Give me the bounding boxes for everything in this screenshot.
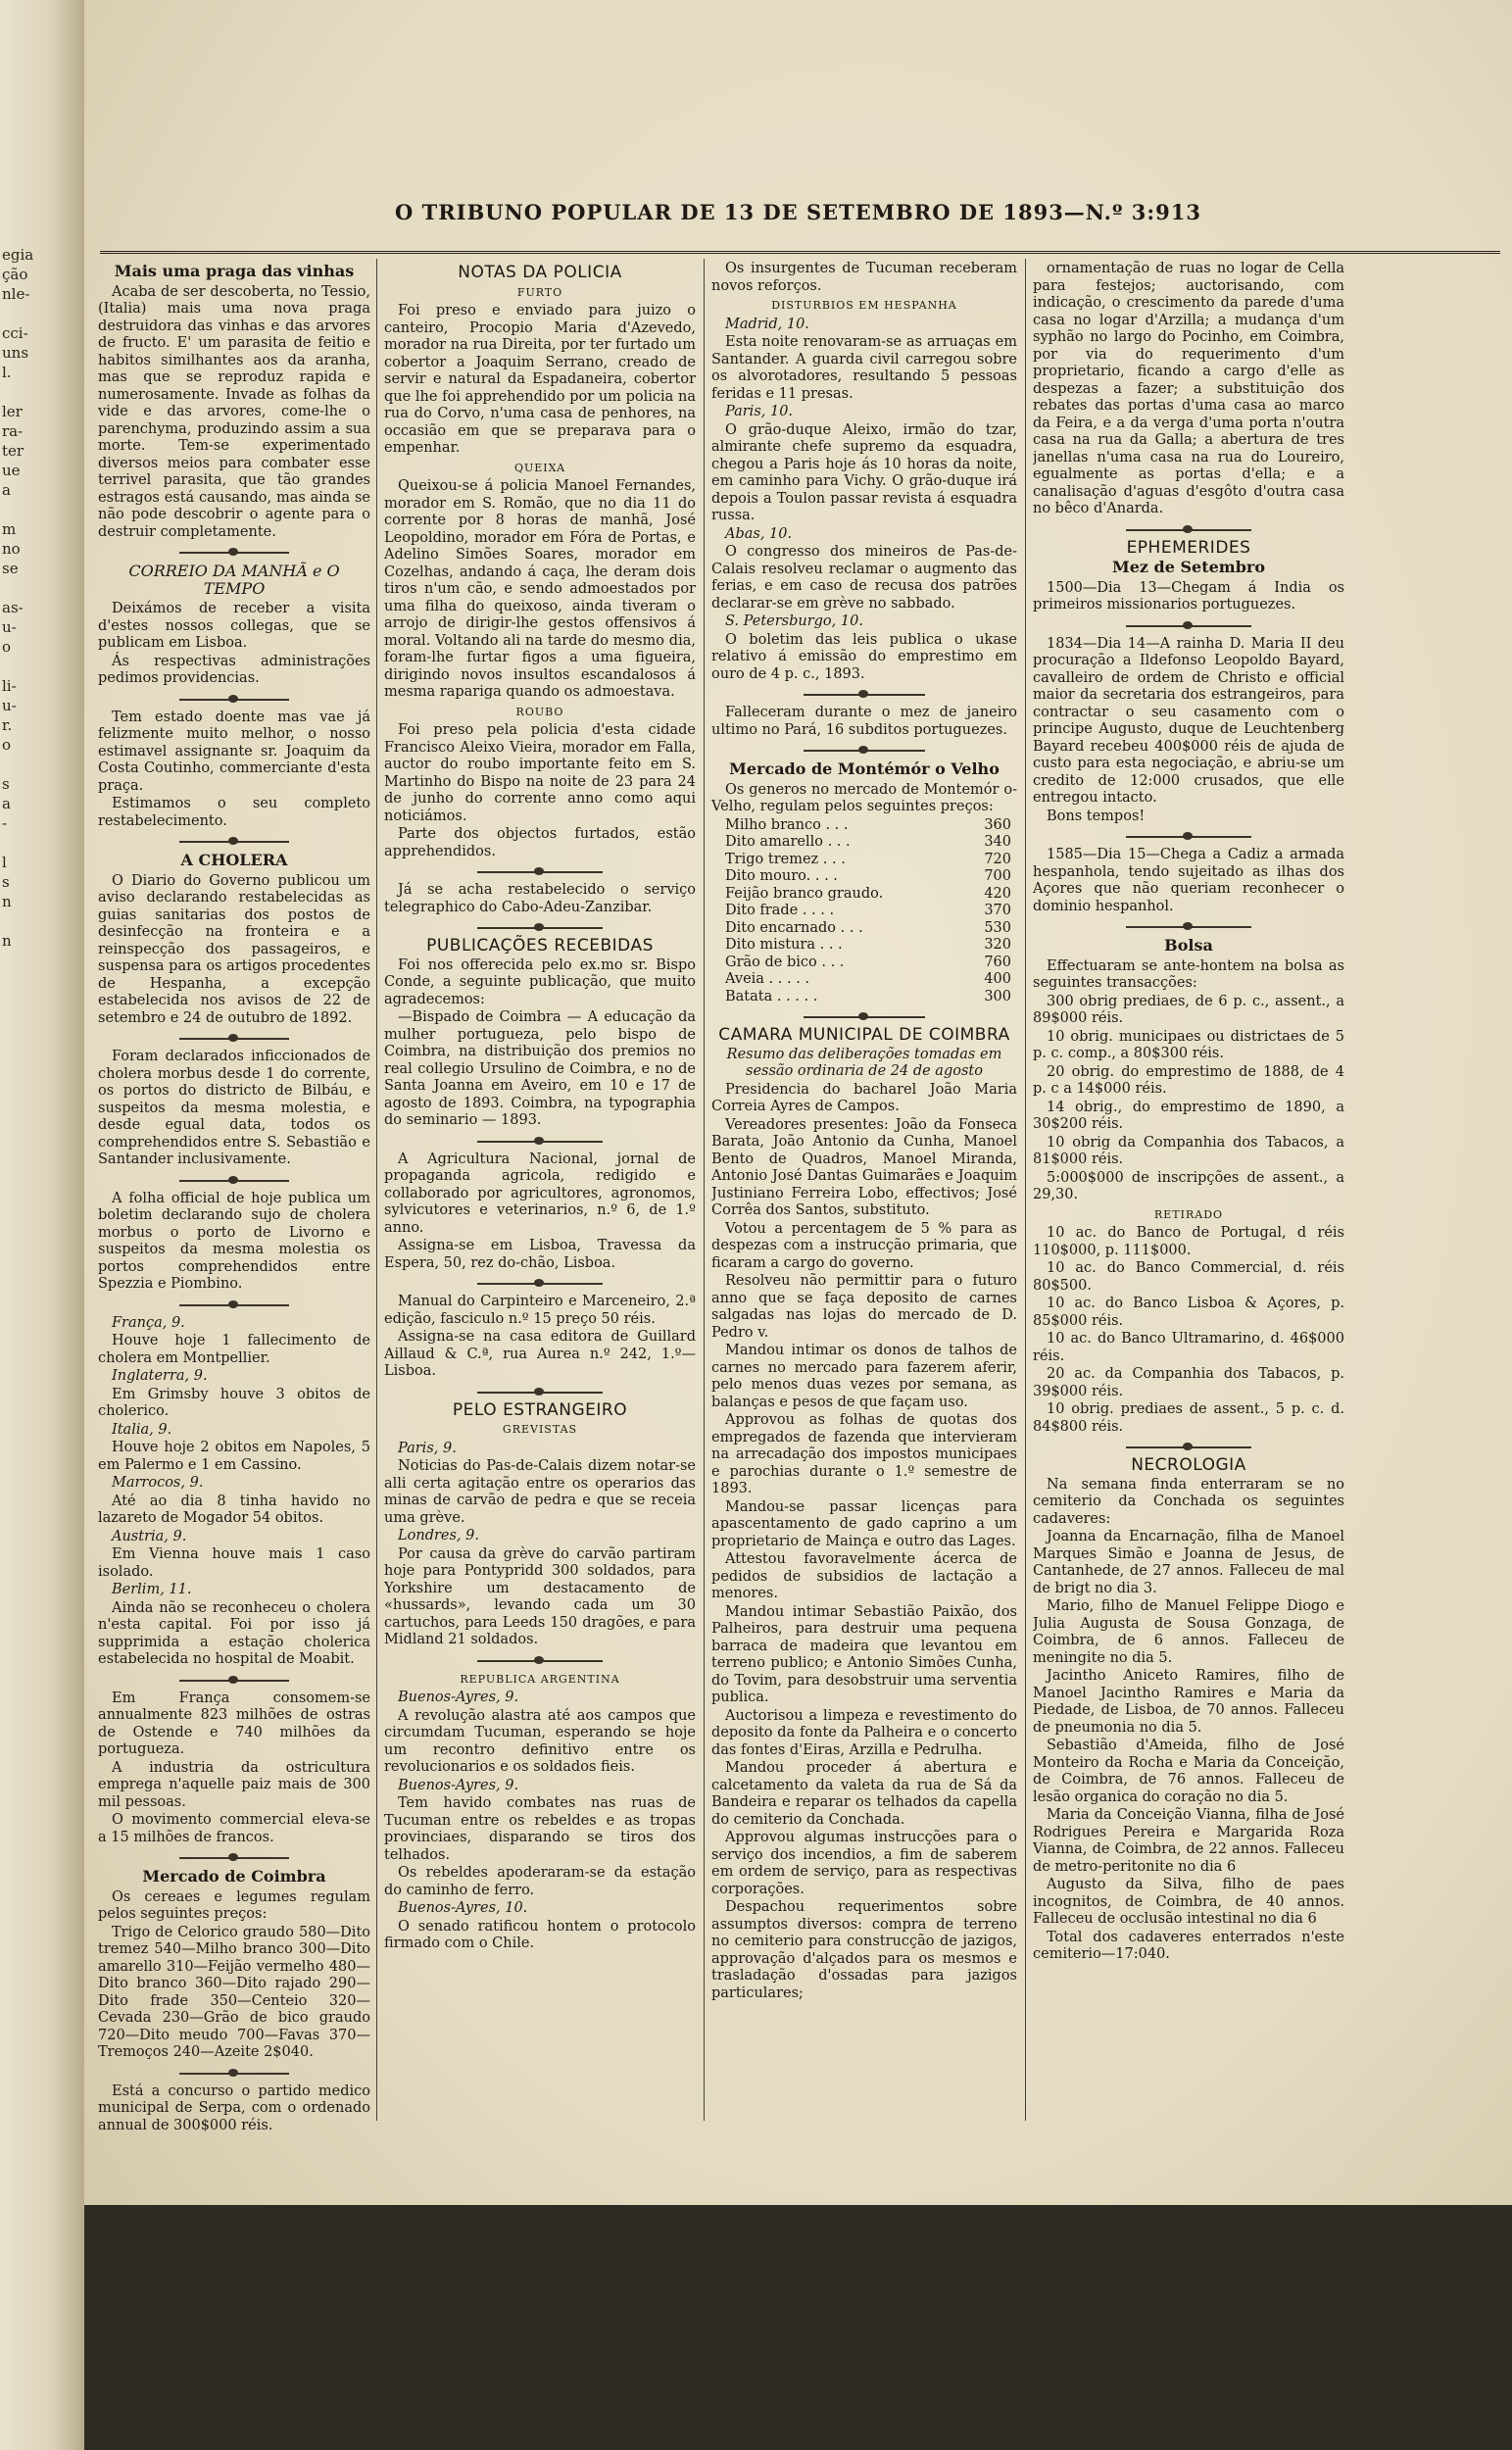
price-value: 530 [984, 919, 1011, 936]
dateline: Buenos-Ayres, 10. [398, 1900, 528, 1916]
price-value: 700 [984, 868, 1011, 884]
section-heading: Mais uma praga das vinhas [114, 262, 355, 280]
ornament-separator [98, 2068, 370, 2078]
price-row [711, 920, 1017, 938]
paragraph: Foi preso e enviado para juizo o canteiro, Procopio Maria d'Azevedo, morador na rua Direita, por ter furtado um cobertor a Joaquim Serrano, creado de servir e natural da Espadaneira, cobertor que lhe foi apprehendido por um policia na rua do Corvo, n'uma casa de penhores, na occasião em que se preparava para o empenhar. [384, 303, 696, 456]
dateline: S. Petersburgo, 10. [725, 613, 863, 629]
paragraph: Estimamos o seu completo restabelecimento. [98, 796, 370, 829]
paragraph: Joanna da Encarnação, filha de Manoel Marques Simão e Joanna de Jesus, de Cantanhede, de 27 annos. Falleceu de mal de brigt no dia 3. [1033, 1529, 1344, 1596]
column-2 [384, 261, 696, 2162]
subheading: RETIRADO [1153, 1207, 1224, 1221]
spine-text-line: ue [2, 462, 21, 479]
ornament-separator [98, 1675, 370, 1685]
dateline: Madrid, 10. [725, 316, 809, 332]
spine-text-line: as- [2, 599, 24, 616]
ornament-separator [98, 1175, 370, 1185]
paragraph: Em Vienna houve mais 1 caso isolado. [98, 1546, 370, 1580]
paragraph: 10 obrig da Companhia dos Tabacos, a 81$000 réis. [1033, 1134, 1344, 1167]
paragraph: 5:000$000 de inscripções de assent., a 29,30. [1033, 1169, 1344, 1202]
dateline: Paris, 10. [725, 404, 794, 419]
paragraph: A revolução alastra até aos campos que circumdam Tucuman, esperando se hoje um recontro definitivo entre os revolucionarios e os soldados fieis. [384, 1707, 696, 1775]
ornament-separator [98, 1852, 370, 1862]
dateline: França, 9. [112, 1314, 185, 1331]
spine-text-line [0, 911, 84, 931]
subheading: ROUBO [515, 705, 564, 718]
dateline: Paris, 9. [398, 1440, 457, 1456]
paragraph: Sebastião d'Ameida, filho de José Monteiro da Rocha e Maria da Conceição, de Coimbra, de 76 annos. Falleceu de lesão organica do coração no dia 5. [1033, 1738, 1344, 1805]
paragraph: O boletim das leis publica o ukase relativo á emissão do emprestimo em ouro de 4 p. c., 1893. [711, 631, 1017, 682]
paragraph: Até ao dia 8 tinha havido no lazareto de Mogador 54 obitos. [98, 1493, 370, 1526]
paragraph: Mandou-se passar licenças para apascentamento de gado caprino a um proprietario de Mainça e outro das Lages. [711, 1498, 1017, 1549]
spine-text-line: o [2, 736, 12, 754]
section-heading: CORREIO DA MANHÃ e O TEMPO [128, 562, 340, 598]
ornament-separator [384, 1387, 696, 1396]
paragraph: Vereadores presentes: João da Fonseca Barata, João Antonio da Cunha, Manoel Bento de Quadros, Manoel Miranda, Antonio José Dantas Guimarães e Joaquim Justiniano Ferreira Lobo, effectivos; José Corrêa dos Santos, substituto. [711, 1116, 1017, 1218]
price-row [711, 937, 1017, 955]
price-row [711, 852, 1017, 869]
paragraph: Houve hoje 1 fallecimento de cholera em Montpellier. [98, 1333, 370, 1366]
paragraph: A industria da ostricultura emprega n'aquelle paiz mais de 300 mil pessoas. [98, 1759, 370, 1810]
masthead-rule [100, 251, 1500, 254]
subheading: REPUBLICA ARGENTINA [460, 1672, 620, 1686]
paragraph: Parte dos objectos furtados, estão apprehendidos. [384, 826, 696, 859]
paragraph: —Bispado de Coimbra — A educação da mulher portugueza, pelo bispo de Coimbra, na distribuição dos premios no real collegio Ursulino de Coimbra, e no de Santa Joanna em Aveiro, em 10 e 17 de agosto de 1893. Coimbra, na typographia do seminario — 1893. [384, 1009, 696, 1128]
spine-text-line: n [2, 893, 12, 910]
paragraph: O congresso dos mineiros de Pas-de-Calais resolveu reclamar o augmento das ferias, e em caso de recusa dos patrões declarar-se em grève no sabbado. [711, 544, 1017, 612]
price-row [711, 886, 1017, 904]
ornament-separator [711, 689, 1017, 699]
section-heading: A CHOLERA [180, 851, 288, 869]
spine-text-line: ler [2, 403, 23, 420]
paragraph: Despachou requerimentos sobre assumptos diversos: compra de terreno no cemiterio para construcção de jazigos, approvação d'alçados para os mesmos e trasladação d'ossadas para jazigos particulares; [711, 1899, 1017, 2001]
paragraph: Queixou-se á policia Manoel Fernandes, morador em S. Romão, que no dia 11 do corrente por 8 horas de manhã, José Leopoldino, morador em Fóra de Portas, e Adelino Simões Soares, morador em Cozelhas, andando á caça, lhe deram dois tiros n'um cão, e sendo admoestados por uma filha do queixoso, ainda tiveram o arrojo de dirigir-lhe gestos offensivos á moral. Voltando ali na tarde do mesmo dia, foram-lhe furtar figos a uma figueira, dirigindo novos insultos escandalosos á mesma rapariga quando os admoestava. [384, 478, 696, 700]
price-row [711, 955, 1017, 972]
spine-text-line [0, 755, 84, 774]
subheading: DISTURBIOS EM HESPANHA [771, 299, 957, 312]
section-title: PELO ESTRANGEIRO [452, 1399, 628, 1420]
spine-text-line: o [2, 638, 12, 656]
price-row [711, 971, 1017, 989]
paragraph: Presidencia do bacharel João Maria Correia Ayres de Campos. [711, 1081, 1017, 1114]
spine-text-line [0, 500, 84, 519]
column-3-bottom [711, 1011, 1017, 2002]
paragraph: Effectuaram se ante-hontem na bolsa as seguintes transacções: [1033, 957, 1344, 991]
paragraph: Assigna-se na casa editora de Guillard Aillaud & C.ª, rua Aurea n.º 242, 1.º—Lisboa. [384, 1329, 696, 1379]
paragraph: Augusto da Silva, filho de paes incognitos, de Coimbra, de 40 annos. Falleceu de occlusão intestinal no dia 6 [1033, 1877, 1344, 1927]
paragraph: 10 ac. do Banco de Portugal, d réis 110$000, p. 111$000. [1033, 1225, 1344, 1258]
price-value: 420 [984, 885, 1011, 902]
paragraph: A folha official de hoje publica um boletim declarando sujo de cholera morbus o porto de Livorno e suspeitos da mesma molestia os portos comprehendidos entre Spezzia e Piombino. [98, 1190, 370, 1292]
ornament-separator [384, 1278, 696, 1288]
spine-text-line: r. [2, 716, 13, 734]
paragraph: 10 ac. do Banco Commercial, d. réis 80$500. [1033, 1260, 1344, 1294]
caption: Resumo das deliberações tomadas em sessão ordinaria de 24 de agosto [726, 1046, 1002, 1079]
paragraph: 10 obrig. municipaes ou districtaes de 5 p. c. comp., a 80$300 réis. [1033, 1028, 1344, 1061]
paragraph: Falleceram durante o mez de janeiro ultimo no Pará, 16 subditos portuguezes. [711, 705, 1017, 738]
price-list [711, 817, 1017, 1006]
paragraph: Total dos cadaveres enterrados n'este cemiterio—17:040. [1033, 1929, 1344, 1962]
paragraph: 1500—Dia 13—Chegam á India os primeiros missionarios portuguezes. [1033, 579, 1344, 612]
paragraph: Foram declarados inficcionados de cholera morbus desde 1 do corrente, os portos do districto de Bilbáu, e suspeitos da mesma molestia, e desde egual data, todos os comprehendidos entre S. Sebastião e Santander inclusivamente. [98, 1049, 370, 1167]
section-heading: Mercado de Coimbra [142, 1867, 326, 1886]
ornament-separator [1033, 1442, 1344, 1451]
paragraph: Os generos no mercado de Montemór o-Velho, regulam pelos seguintes preços: [711, 781, 1017, 814]
paragraph: Deixámos de receber a visita d'estes nossos collegas, que se publicam em Lisboa. [98, 601, 370, 651]
ornament-separator [384, 1655, 696, 1665]
price-item: Batata . . . . . [725, 988, 818, 1004]
price-value: 320 [984, 937, 1011, 953]
ornament-separator [98, 547, 370, 557]
paragraph: Os rebeldes apoderaram-se da estação do caminho de ferro. [384, 1865, 696, 1898]
paragraph: Auctorisou a limpeza e revestimento do deposito da fonte da Palheira e o concerto das fontes d'Eiras, Arzilla e Pedrulha. [711, 1707, 1017, 1758]
section-heading: Mez de Setembro [1111, 558, 1265, 576]
ornament-separator [384, 1136, 696, 1146]
paragraph: Ainda não se reconheceu o cholera n'esta capital. Foi por isso já supprimida a estação cholerica estabelecida no hospital de Moabit. [98, 1599, 370, 1667]
dateline: Berlim, 11. [112, 1582, 192, 1597]
column-1 [98, 261, 370, 2162]
ornament-separator [98, 1299, 370, 1309]
paragraph: Por causa da grève do carvão partiram hoje para Pontypridd 300 soldados, para Yorkshire um destacamento de «hussards», levando cada um 30 cartuchos, para Leeds 150 dragões, e para Midland 21 soldados. [384, 1545, 696, 1647]
ornament-separator [98, 1033, 370, 1043]
price-value: 340 [984, 834, 1011, 850]
spine-text-line [0, 833, 84, 853]
price-row [711, 903, 1017, 920]
spine-text-line: nle- [2, 285, 30, 303]
spine-text-line: li- [2, 677, 17, 695]
price-item: Milho branco . . . [725, 816, 849, 833]
section-title: PUBLICAÇÕES RECEBIDAS [426, 936, 654, 956]
price-value: 360 [984, 816, 1011, 833]
section-title: EPHEMERIDES [1126, 537, 1251, 558]
paragraph: O senado ratificou hontem o protocolo firmado com o Chile. [384, 1918, 696, 1951]
paragraph: 20 obrig. do emprestimo de 1888, de 4 p. c a 14$000 réis. [1033, 1063, 1344, 1097]
spine-text-line: se [2, 560, 19, 577]
paragraph: 10 obrig. prediaes de assent., 5 p. c. d. 84$800 réis. [1033, 1401, 1344, 1435]
spine-text-line: s [2, 775, 10, 793]
paragraph: O grão-duque Aleixo, irmão do tzar, almirante chefe supremo da esquadra, chegou a Paris hoje ás 10 horas da noite, em caminho para Vichy. O grão-duque irá depois a Toulon passar revista á esquadra russa. [711, 421, 1017, 523]
paragraph: O movimento commercial eleva-se a 15 milhões de francos. [98, 1812, 370, 1845]
ornament-separator [384, 922, 696, 932]
paragraph: Approvou as folhas de quotas dos empregados de fazenda que intervieram na arrecadação dos impostos municipaes e parochias durante o 1.º semestre de 1893. [711, 1412, 1017, 1496]
spine-text-line: - [2, 814, 8, 832]
subheading: FURTO [516, 285, 563, 299]
newspaper-page [84, 0, 1512, 2205]
paragraph: ornamentação de ruas no logar de Cella para festejos; auctorisando, com indicação, o crescimento da parede d'uma casa no logar d'Arzilla; a mudança d'um syphão no largo do Pocinho, em Coimbra, por via do requerimento d'um proprietario, ficando a cargo d'elle as despezas a fazer; a substituição dos rebates das portas d'uma casa ao marco da Feira, e a da verga d'uma porta n'outra casa na rua da Galla; a abertura de tres janellas n'uma casa na rua do Loureiro, egualmente as portas d'ella; e a canalisação d'aguas d'esgôto d'outra casa no bêco d'Anarda. [1033, 261, 1344, 516]
ornament-separator [98, 694, 370, 704]
price-value: 400 [984, 971, 1011, 987]
spine-text-line: a [2, 795, 11, 812]
ornament-separator [1033, 524, 1344, 534]
paragraph: 1585—Dia 15—Chega a Cadiz a armada hespanhola, tendo sujeitado as ilhas dos Açores que não queriam reconhecer o dominio hespanhol. [1033, 847, 1344, 914]
price-row [711, 817, 1017, 835]
spine-text-line [0, 578, 84, 598]
paragraph: Mandou proceder á abertura e calcetamento da valeta da rua de Sá da Bandeira e reparar os telhados da capella do cemiterio da Conchada. [711, 1760, 1017, 1828]
spine-text-line: u- [2, 697, 17, 714]
paragraph: 14 obrig., do emprestimo de 1890, a 30$200 réis. [1033, 1099, 1344, 1132]
masthead: O TRIBUNO POPULAR DE 13 DE SETEMBRO DE 1893—N.º 3:913 [395, 200, 1201, 224]
price-item: Dito amarello . . . [725, 834, 851, 850]
paragraph: Acaba de ser descoberta, no Tessio, (Italia) mais uma nova praga destruidora das vinhas e das arvores de fructo. E' um parasita de feitio e habitos similhantes aos da aranha, mas que se reproduz rapida e numerosamente. Invade as folhas da vide e das arvores, come-lhe o parenchyma, produzindo assim a sua morte. Tem-se experimentado diversos meios para combater esse terrivel parasita, que tão grandes estragos está causando, mas ainda se não pode descobrir o agente para o destruir completamente. [98, 283, 370, 540]
price-item: Aveia . . . . . [725, 971, 810, 987]
spine-text-line: uns [2, 344, 29, 362]
section-title: NOTAS DA POLICIA [458, 263, 622, 282]
price-item: Dito mistura . . . [725, 937, 843, 953]
spine-text-line: s [2, 873, 10, 891]
spine-text-line: no [2, 540, 21, 558]
paragraph: Trigo de Celorico graudo 580—Dito tremez 540—Milho branco 300—Dito amarello 310—Feijão vermelho 480—Dito branco 360—Dito rajado 290—Dito frade 350—Centeio 320—Cevada 230—Grão de bico graudo 720—Dito meudo 700—Favas 370—Tremoços 240—Azeite 2$040. [98, 1924, 370, 2060]
price-row [711, 989, 1017, 1006]
spine-text-line: m [2, 520, 17, 538]
ornament-separator [711, 1011, 1017, 1021]
price-item: Feijão branco graudo. [725, 885, 884, 902]
paragraph: 1834—Dia 14—A rainha D. Maria II deu procuração a Ildefonso Leopoldo Bayard, cavalleiro de ordem de Christo e official maior da secretaria dos estrangeiros, para contractar o seu casamento com o principe Augusto, duque de Leuchtenberg Bayard recebeu 400$000 réis de ajuda de custo para esta negociação, e abriu-se um credito de 12:000 crusados, que elle entregou intacto. [1033, 635, 1344, 806]
spine-text-line: cci- [2, 324, 28, 342]
section-heading: Bolsa [1164, 936, 1213, 955]
spine-text-line: l. [2, 364, 12, 381]
paragraph: Em França consomem-se annualmente 823 milhões de ostras de Ostende e 740 milhões da portugueza. [98, 1690, 370, 1757]
spine-text-line [0, 657, 84, 676]
dateline: Buenos-Ayres, 9. [398, 1690, 519, 1705]
paragraph: Tem estado doente mas vae já felizmente muito melhor, o nosso estimavel assignante sr. Joaquim da Costa Coutinho, commerciante d'esta praça. [98, 709, 370, 794]
dateline: Marrocos, 9. [112, 1475, 204, 1491]
price-item: Dito mouro. . . . [725, 868, 838, 884]
subheading: GREVISTAS [502, 1423, 578, 1436]
price-item: Grão de bico . . . [725, 954, 845, 970]
paragraph: Foi nos offerecida pelo ex.mo sr. Bispo Conde, a seguinte publicação, que muito agradecemos: [384, 956, 696, 1007]
paragraph: Os cereaes e legumes regulam pelos seguintes preços: [98, 1888, 370, 1922]
price-item: Dito frade . . . . [725, 903, 835, 918]
column-4 [1033, 261, 1344, 2162]
price-value: 720 [984, 851, 1011, 867]
spine-text-line [0, 304, 84, 323]
spine-text-line [0, 382, 84, 402]
subheading: QUEIXA [513, 461, 566, 474]
paragraph: Approvou algumas instrucções para o serviço dos incendios, a fim de saberem em ordem de serviço, para as respectivas corporações. [711, 1830, 1017, 1897]
dateline: Abas, 10. [725, 525, 793, 542]
dateline: Austria, 9. [112, 1528, 187, 1544]
paragraph: Attestou favoravelmente ácerca de pedidos de subsidios de lactação a menores. [711, 1551, 1017, 1601]
paragraph: Em Grimsby houve 3 obitos de cholerico. [98, 1386, 370, 1419]
paragraph: Jacintho Aniceto Ramires, filho de Manoel Jacintho Ramires e Maria da Piedade, de Lisboa, de 70 annos. Falleceu de pneumonia no dia 5. [1033, 1668, 1344, 1736]
paragraph: Foi preso pela policia d'esta cidade Francisco Aleixo Vieira, morador em Falla, auctor do roubo importante feito em S. Martinho do Bispo na noite de 23 para 24 de junho do corrente anno como aqui noticiámos. [384, 722, 696, 824]
price-item: Trigo tremez . . . [725, 851, 846, 867]
spine-text-line: ção [2, 266, 28, 283]
paragraph: Está a concurso o partido medico municipal de Serpa, com o ordenado annual de 300$000 réis. [98, 2082, 370, 2133]
dateline: Buenos-Ayres, 9. [398, 1777, 519, 1793]
spine-text-line: n [2, 932, 12, 950]
price-value: 300 [984, 988, 1011, 1004]
ornament-separator [711, 745, 1017, 755]
ornament-separator [1033, 831, 1344, 841]
price-row [711, 868, 1017, 886]
paragraph: Mario, filho de Manuel Felippe Diogo e Julia Augusta de Sousa Gonzaga, de Coimbra, de 6 annos. Falleceu de meningite no dia 5. [1033, 1598, 1344, 1666]
ornament-separator [384, 866, 696, 876]
paragraph: 10 ac. do Banco Ultramarino, d. 46$000 réis. [1033, 1331, 1344, 1364]
spine-text-line: u- [2, 618, 17, 636]
ornament-separator [98, 836, 370, 846]
column-3 [711, 261, 1017, 2162]
paragraph: Tem havido combates nas ruas de Tucuman entre os rebeldes e as tropas provinciaes, disparando se tiros dos telhados. [384, 1795, 696, 1863]
adjacent-page-edge [0, 0, 84, 2450]
price-item: Dito encarnado . . . [725, 919, 863, 936]
dateline: Inglaterra, 9. [112, 1368, 208, 1384]
spine-text-line: ra- [2, 422, 24, 440]
paragraph: Manual do Carpinteiro e Marceneiro, 2.ª edição, fasciculo n.º 15 preço 50 réis. [384, 1294, 696, 1327]
paragraph: 10 ac. do Banco Lisboa & Açores, p. 85$000 réis. [1033, 1296, 1344, 1329]
column-rule [704, 259, 705, 2121]
paragraph: Assigna-se em Lisboa, Travessa da Espera, 50, rez do-chão, Lisboa. [384, 1238, 696, 1271]
paragraph: Mandou intimar Sebastião Paixão, dos Palheiros, para destruir uma pequena barraca de madeira que levantou em terreno publico; e Antonio Simões Cunha, do Tovim, para desobstruir uma serventia publica. [711, 1603, 1017, 1705]
spine-text-line: egia [2, 246, 34, 264]
paragraph: O Diario do Governo publicou um aviso declarando restabelecidas as guias sanitarias dos postos de desinfecção na fronteira e a reinspecção dos passageiros, e suspensa para os artigos procedentes de Hespanha, a excepção estabelecida nos avisos de 22 de setembro e 24 de outubro de 1892. [98, 872, 370, 1026]
paragraph: Os insurgentes de Tucuman receberam novos reforços. [711, 261, 1017, 294]
paragraph: Noticias do Pas-de-Calais dizem notar-se alli certa agitação entre os operarios das minas de carvão de pedra e que se receia uma grève. [384, 1458, 696, 1526]
price-value: 760 [984, 954, 1011, 970]
paragraph: Bons tempos! [1047, 808, 1146, 824]
paragraph: Esta noite renovaram-se as arruaças em Santander. A guarda civil carregou sobre os alvorotadores, resultando 5 pessoas feridas e 11 presas. [711, 334, 1017, 402]
price-row [711, 834, 1017, 852]
paragraph: Já se acha restabelecido o serviço telegraphico do Cabo-Adeu-Zanzibar. [384, 882, 696, 915]
section-heading: Mercado de Montémór o Velho [729, 760, 1000, 778]
ornament-separator [1033, 620, 1344, 630]
paragraph: 300 obrig prediaes, de 6 p. c., assent., a 89$000 réis. [1033, 993, 1344, 1026]
dateline: Italia, 9. [112, 1421, 172, 1438]
paragraph: 20 ac. da Companhia dos Tabacos, p. 39$000 réis. [1033, 1366, 1344, 1399]
column-3-top [711, 261, 1017, 816]
price-value: 370 [984, 903, 1011, 918]
paragraph: Na semana finda enterraram se no cemiterio da Conchada os seguintes cadaveres: [1033, 1476, 1344, 1527]
paragraph: A Agricultura Nacional, jornal de propaganda agricola, redigido e collaborado por agricultores, agronomos, sylvicutores e veterinarios, n.º 6, de 1.º anno. [384, 1151, 696, 1236]
spine-text-line: a [2, 481, 11, 499]
column-rule [376, 259, 377, 2121]
dateline: Londres, 9. [398, 1528, 479, 1544]
ornament-separator [1033, 921, 1344, 931]
paragraph: Resolveu não permittir para o futuro anno que se faça deposito de carnes salgadas nas lojas do mercado de D. Pedro v. [711, 1273, 1017, 1341]
paragraph: Maria da Conceição Vianna, filha de José Rodrigues Pereira e Margarida Roza Vianna, de Coimbra, de 22 annos. Falleceu de metro-peritonite no dia 6 [1033, 1807, 1344, 1875]
spine-text-line: ter [2, 442, 24, 460]
paragraph: Ás respectivas administrações pedimos providencias. [98, 653, 370, 686]
column-rule [1025, 259, 1026, 2121]
paragraph: Votou a percentagem de 5 % para as despezas com a instrucção primaria, que ficaram a cargo do governo. [711, 1220, 1017, 1271]
section-title: NECROLOGIA [1131, 1455, 1246, 1475]
spine-text-line: l [2, 854, 7, 871]
section-title: CAMARA MUNICIPAL DE COIMBRA [718, 1025, 1010, 1045]
paragraph: Houve hoje 2 obitos em Napoles, 5 em Palermo e 1 em Cassino. [98, 1440, 370, 1473]
paragraph: Mandou intimar os donos de talhos de carnes no mercado para fazerem aferir, pelo menos duas vezes por semana, as balanças e pesos de que façam uso. [711, 1343, 1017, 1410]
